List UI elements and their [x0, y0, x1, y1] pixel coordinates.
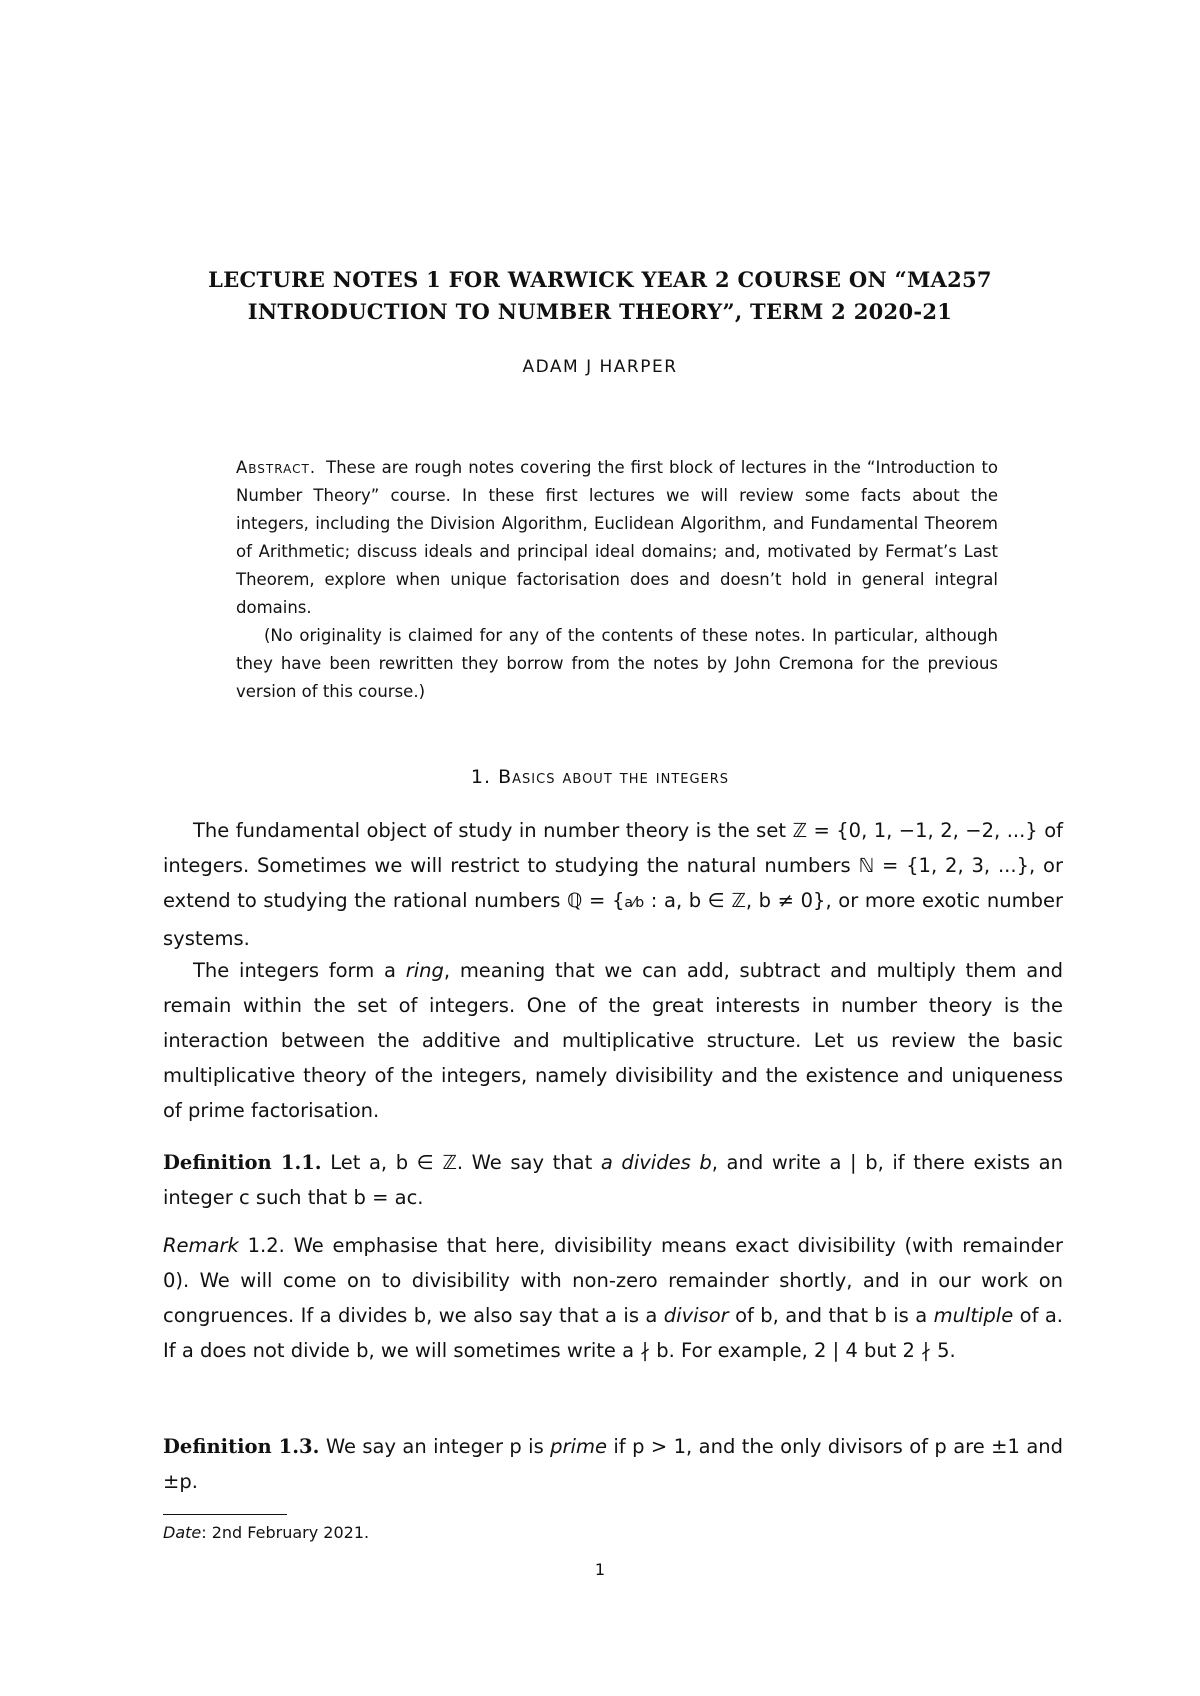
para1-text-b: : a, b ∈ ℤ, b ≠ 0}, or more exotic number systems.	[163, 889, 1063, 950]
term-ring: ring	[405, 959, 444, 982]
para2-text-b: , meaning that we can add, subtract and multiply them and remain within the set of integers. One of the great interests in number theory is the interaction between the additive and multiplicative structure. Let us review the basic multiplicative theory of the integers, namely divisibility and the existence and uniqueness of prime factorisation.	[163, 959, 1063, 1122]
rem12-text-c: of a. If a does not divide b, we will sometimes write a ∤ b. For example, 2 | 4 but 2 ∤ 5.	[163, 1304, 1063, 1362]
abstract-text: These are rough notes covering the first block of lectures in the “Introduction to Number Theory” course. In these first lectures we will review some facts about the integers, including the Division Algorithm, Euclidean Algorithm, and Fundamental Theorem of Arithmetic; discuss ideals and principal ideal domains; and, motivated by Fermat’s Last Theorem, explore when unique factorisation does and doesn’t hold in general integral domains.	[236, 458, 999, 617]
title-line-1: LECTURE NOTES 1 FOR WARWICK YEAR 2 COURSE ON “MA257	[208, 267, 992, 292]
footnote-text: : 2nd February 2021.	[201, 1523, 370, 1542]
def11-text-a: Let a, b ∈ ℤ. We say that	[321, 1151, 601, 1174]
rem12-text-b: of b, and that b is a	[728, 1304, 934, 1327]
page-number: 1	[594, 1560, 606, 1579]
remark-label: Remark	[163, 1234, 239, 1257]
footnote-rule	[163, 1514, 287, 1515]
term-divides: a divides b	[600, 1151, 712, 1174]
definition-1-3	[163, 1429, 1063, 1499]
para1-text-a: The fundamental object of study in number theory is the set ℤ = {0, 1, −1, 2, −2, ...} of integers. Sometimes we will restrict to studying the natural numbers ℕ = {1, 2, 3, ...}, or extend to studying the rational numbers ℚ = {	[163, 819, 1063, 912]
rem12-text-a: We emphasise that here, divisibility means exact divisibility (with remainder 0). We will come on to divisibility with non-zero remainder shortly, and in our work on congruences. If a divides b, we also say that a is a	[163, 1234, 1063, 1327]
term-prime: prime	[550, 1435, 607, 1458]
paper-title	[150, 264, 1050, 328]
definition-label: Definition 1.3.	[163, 1435, 320, 1458]
remark-1-2	[163, 1228, 1063, 1368]
abstract-heading: Abstract.	[236, 458, 317, 477]
abstract-note: (No originality is claimed for any of the contents of these notes. In particular, although they have been rewritten they borrow from the notes by John Cremona for the previous version of this course.)	[236, 626, 998, 701]
section-heading	[150, 766, 1050, 788]
paragraph-intro	[163, 813, 1063, 956]
section-number: 1.	[470, 766, 492, 788]
abstract	[236, 454, 998, 706]
para2-text-a: The integers form a	[193, 959, 406, 982]
section-title: Basics about the integers	[498, 766, 730, 788]
fraction-a-over-b: a⁄b	[624, 895, 645, 911]
paragraph-ring	[163, 953, 1063, 1128]
author: ADAM J HARPER	[522, 357, 678, 377]
def11-text-b: , and write a | b, if there exists an integer c such that b = ac.	[163, 1151, 1063, 1209]
title-line-2: INTRODUCTION TO NUMBER THEORY”, TERM 2 2020-21	[247, 299, 953, 324]
footnote	[163, 1523, 369, 1542]
term-multiple: multiple	[933, 1304, 1014, 1327]
abstract-paragraph	[236, 454, 998, 622]
footnote-label: Date	[163, 1523, 202, 1542]
def13-text-b: if p > 1, and the only divisors of p are ±1 and ±p.	[163, 1435, 1064, 1493]
term-divisor: divisor	[663, 1304, 729, 1327]
definition-1-1	[163, 1145, 1063, 1215]
def13-text-a: We say an integer p is	[319, 1435, 551, 1458]
definition-label: Definition 1.1.	[163, 1151, 322, 1174]
remark-number: 1.2.	[238, 1234, 285, 1257]
